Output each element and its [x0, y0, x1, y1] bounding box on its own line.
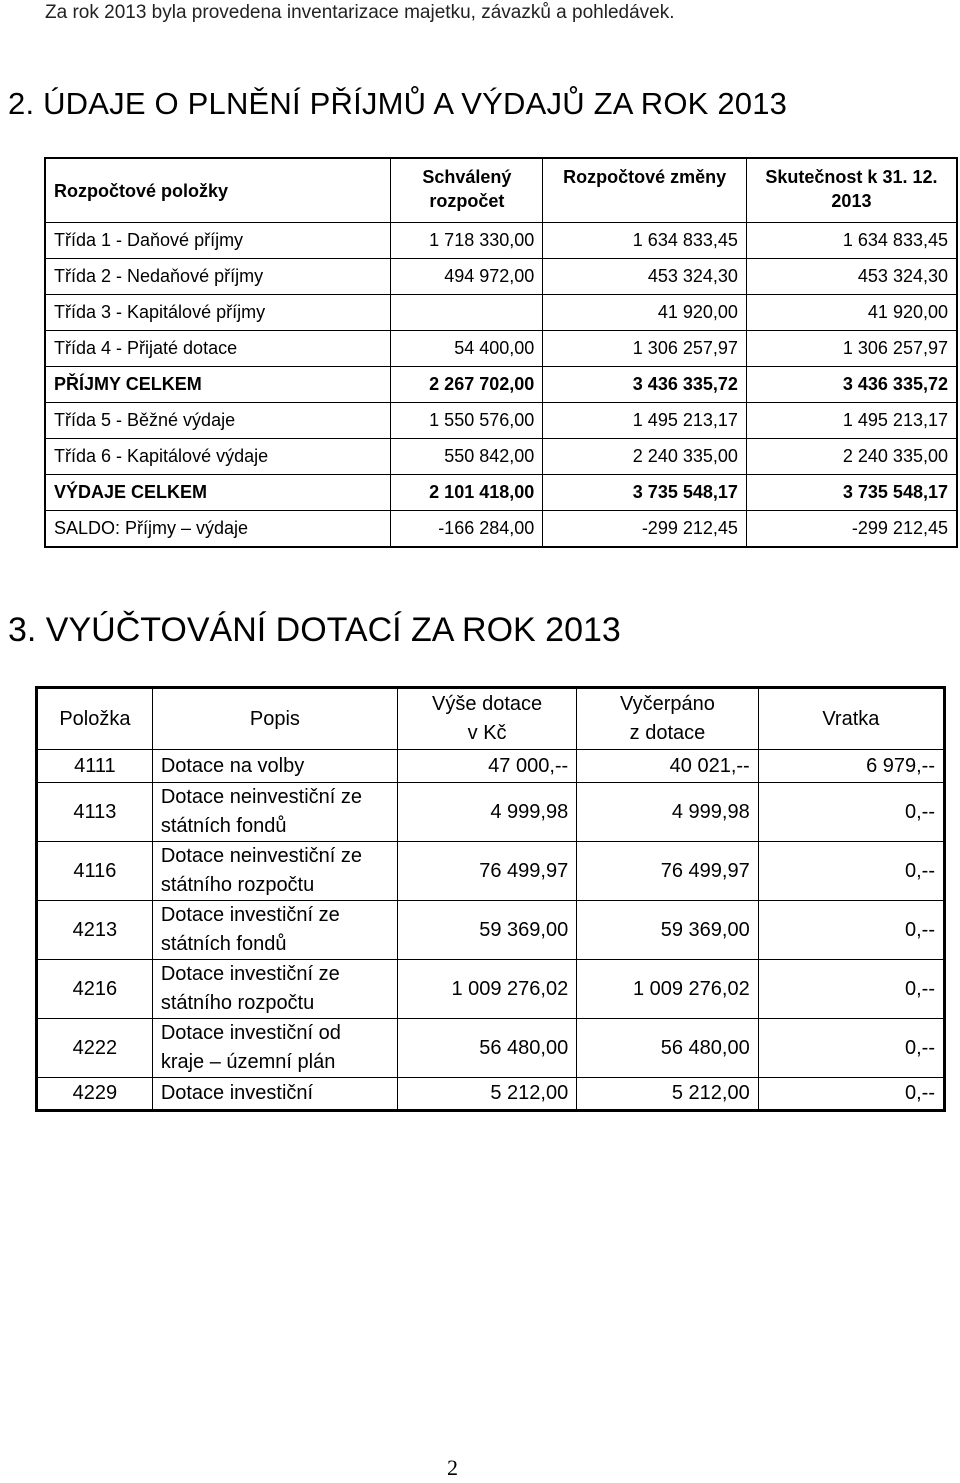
budget-cell-label: PŘÍJMY CELKEM — [45, 367, 391, 403]
subsidy-desc-line2: státního rozpočtu — [160, 992, 315, 1014]
budget-cell-label: Třída 1 - Daňové příjmy — [45, 223, 391, 259]
subsidy-desc-line1: Dotace investiční ze — [160, 904, 340, 926]
subsidy-cell-vyse: 76 499,97 — [397, 842, 576, 901]
subsidy-cell-vratka: 0,-- — [758, 842, 944, 901]
header-vyse-line2: v Kč — [467, 722, 507, 744]
intro-text: Za rok 2013 byla provedena inventarizace majetku, závazků a pohledávek. — [45, 2, 675, 23]
subsidy-cell-code: 4229 — [37, 1078, 153, 1111]
subsidy-row — [37, 1078, 945, 1111]
budget-cell-zmeny: 1 634 833,45 — [543, 223, 747, 259]
budget-row — [45, 223, 957, 259]
budget-cell-schvaleny: 494 972,00 — [391, 259, 543, 295]
subsidy-row — [37, 783, 945, 842]
subsidy-cell-code: 4113 — [37, 783, 153, 842]
header-vyse-line1: Výše dotace — [432, 693, 543, 715]
budget-cell-schvaleny: 2 101 418,00 — [391, 475, 543, 511]
subsidy-cell-vycerpano: 40 021,-- — [577, 750, 759, 783]
subsidy-cell-vratka: 0,-- — [758, 901, 944, 960]
subsidy-cell-vyse: 4 999,98 — [397, 783, 576, 842]
budget-cell-label: Třída 2 - Nedaňové příjmy — [45, 259, 391, 295]
subsidy-cell-vyse: 1 009 276,02 — [397, 960, 576, 1019]
budget-cell-label: Třída 6 - Kapitálové výdaje — [45, 439, 391, 475]
subsidy-cell-vyse: 56 480,00 — [397, 1019, 576, 1078]
budget-cell-zmeny: 2 240 335,00 — [543, 439, 747, 475]
subsidy-desc-line1: Dotace na volby — [160, 754, 305, 777]
header-polozka: Položka — [37, 688, 153, 750]
section-2-heading: 2. ÚDAJE O PLNĚNÍ PŘÍJMŮ A VÝDAJŮ ZA ROK 2013 — [8, 86, 788, 121]
subsidy-cell-vyse: 59 369,00 — [397, 901, 576, 960]
budget-cell-schvaleny: 54 400,00 — [391, 331, 543, 367]
budget-cell-schvaleny: 1 718 330,00 — [391, 223, 543, 259]
budget-cell-skutecnost: 453 324,30 — [746, 259, 957, 295]
budget-cell-zmeny: 1 306 257,97 — [543, 331, 747, 367]
budget-cell-skutecnost: -299 212,45 — [746, 511, 957, 548]
subsidy-cell-vycerpano: 4 999,98 — [577, 783, 759, 842]
subsidy-cell-vratka: 0,-- — [758, 1019, 944, 1078]
budget-cell-schvaleny: 2 267 702,00 — [391, 367, 543, 403]
budget-cell-schvaleny: -166 284,00 — [391, 511, 543, 548]
budget-header-row — [45, 158, 957, 223]
budget-cell-skutecnost: 1 495 213,17 — [746, 403, 957, 439]
budget-cell-label: Třída 4 - Přijaté dotace — [45, 331, 391, 367]
budget-cell-skutecnost: 1 634 833,45 — [746, 223, 957, 259]
subsidy-cell-vyse: 47 000,-- — [397, 750, 576, 783]
subsidy-cell-vycerpano: 5 212,00 — [577, 1078, 759, 1111]
budget-cell-schvaleny: 1 550 576,00 — [391, 403, 543, 439]
budget-cell-skutecnost: 3 436 335,72 — [746, 367, 957, 403]
budget-row — [45, 439, 957, 475]
subsidy-desc-line2: kraje – územní plán — [160, 1051, 336, 1073]
subsidy-cell-vycerpano: 76 499,97 — [577, 842, 759, 901]
budget-row — [45, 511, 957, 548]
subsidy-cell-vratka: 0,-- — [758, 1078, 944, 1111]
header-skutecnost: Skutečnost k 31. 12. 2013 — [746, 158, 957, 223]
budget-row — [45, 367, 957, 403]
budget-cell-skutecnost: 41 920,00 — [746, 295, 957, 331]
header-vycerpano — [577, 688, 759, 750]
budget-cell-zmeny: -299 212,45 — [543, 511, 747, 548]
subsidy-cell-vratka: 0,-- — [758, 960, 944, 1019]
subsidy-desc-line1: Dotace investiční ze — [160, 963, 340, 985]
subsidy-cell-vycerpano: 1 009 276,02 — [577, 960, 759, 1019]
subsidy-header-row — [37, 688, 945, 750]
subsidy-cell-code: 4111 — [37, 750, 153, 783]
subsidy-cell-code: 4213 — [37, 901, 153, 960]
subsidy-row — [37, 960, 945, 1019]
subsidy-row — [37, 1019, 945, 1078]
header-schvaleny: Schválený rozpočet — [391, 158, 543, 223]
header-vratka: Vratka — [758, 688, 944, 750]
budget-cell-zmeny: 3 735 548,17 — [543, 475, 747, 511]
subsidy-desc-line2: státního rozpočtu — [160, 874, 315, 896]
subsidy-desc-line2: státních fondů — [160, 933, 287, 955]
subsidy-desc-line1: Dotace neinvestiční ze — [160, 786, 363, 808]
subsidy-cell-code: 4116 — [37, 842, 153, 901]
budget-row — [45, 475, 957, 511]
budget-cell-zmeny: 41 920,00 — [543, 295, 747, 331]
budget-cell-zmeny: 1 495 213,17 — [543, 403, 747, 439]
budget-cell-zmeny: 453 324,30 — [543, 259, 747, 295]
header-vyse — [397, 688, 576, 750]
budget-cell-zmeny: 3 436 335,72 — [543, 367, 747, 403]
budget-table — [44, 157, 958, 548]
subsidy-cell-code: 4222 — [37, 1019, 153, 1078]
subsidy-desc-line1: Dotace investiční — [160, 1082, 314, 1104]
budget-row — [45, 295, 957, 331]
header-vycerpano-line2: z dotace — [629, 722, 706, 744]
budget-cell-label: Třída 3 - Kapitálové příjmy — [45, 295, 391, 331]
subsidy-row — [37, 842, 945, 901]
budget-cell-skutecnost: 2 240 335,00 — [746, 439, 957, 475]
subsidy-row — [37, 750, 945, 783]
subsidy-cell-vratka: 0,-- — [758, 783, 944, 842]
subsidy-cell-desc — [152, 1078, 397, 1111]
subsidy-cell-code: 4216 — [37, 960, 153, 1019]
subsidy-cell-desc — [152, 783, 397, 842]
section-3-heading: 3. VYÚČTOVÁNÍ DOTACÍ ZA ROK 2013 — [8, 611, 621, 649]
budget-row — [45, 259, 957, 295]
budget-cell-label: VÝDAJE CELKEM — [45, 475, 391, 511]
subsidy-table — [35, 686, 946, 1112]
subsidy-row — [37, 901, 945, 960]
budget-cell-label: SALDO: Příjmy – výdaje — [45, 511, 391, 548]
subsidy-cell-vratka: 6 979,-- — [758, 750, 944, 783]
budget-cell-schvaleny — [391, 295, 543, 331]
subsidy-desc-line2: státních fondů — [160, 815, 287, 837]
subsidy-desc-line1: Dotace neinvestiční ze — [160, 845, 363, 867]
subsidy-desc-line1: Dotace investiční od — [160, 1022, 341, 1044]
budget-row — [45, 403, 957, 439]
subsidy-cell-vycerpano: 59 369,00 — [577, 901, 759, 960]
header-vycerpano-line1: Vyčerpáno — [620, 693, 715, 715]
budget-cell-skutecnost: 3 735 548,17 — [746, 475, 957, 511]
subsidy-cell-vyse: 5 212,00 — [397, 1078, 576, 1111]
subsidy-cell-vycerpano: 56 480,00 — [577, 1019, 759, 1078]
subsidy-cell-desc — [152, 750, 397, 783]
subsidy-cell-desc — [152, 1019, 397, 1078]
header-polozky: Rozpočtové položky — [45, 158, 391, 223]
budget-row — [45, 331, 957, 367]
budget-cell-label: Třída 5 - Běžné výdaje — [45, 403, 391, 439]
subsidy-cell-desc — [152, 901, 397, 960]
page-number: 2 — [447, 1455, 458, 1480]
budget-cell-skutecnost: 1 306 257,97 — [746, 331, 957, 367]
subsidy-cell-desc — [152, 960, 397, 1019]
budget-cell-schvaleny: 550 842,00 — [391, 439, 543, 475]
header-popis: Popis — [152, 688, 397, 750]
header-zmeny: Rozpočtové změny — [543, 158, 747, 223]
subsidy-cell-desc — [152, 842, 397, 901]
